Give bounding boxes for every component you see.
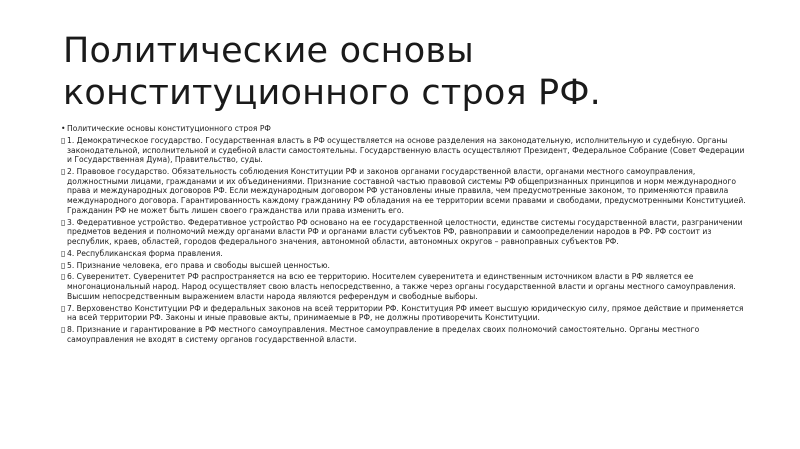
box-bullet-icon: ▯ (61, 272, 66, 282)
list-item-text: 7. Верховенство Конституции РФ и федеральных законов на всей территории РФ. Конституция РФ имеет высшую юридическую силу, прямое действие и применяется на всей территории РФ. Законы и иные правовые акты, принимаемые в РФ, не должны противоречить Конституции. (67, 303, 744, 323)
bullet-icon: • (61, 124, 66, 133)
list-item-text: 8. Признание и гарантирование в РФ местного самоуправления. Местное самоуправление в пределах своих полномочий самостоятельно. Органы местного самоуправления не входят в систему органов государственной власти. (67, 325, 700, 344)
box-bullet-icon: ▯ (61, 217, 66, 227)
list-item (61, 304, 751, 323)
list-item (61, 261, 751, 271)
list-item-text: 1. Демократическое государство. Государственная власть в РФ осуществляется на основе разделения на законодательную, исполнительную и судебную. Органы законодательной, исполнительной и судебной власти самостоятельны. Государственную власть осуществляют Президент, Федеральное Собрание (Совет Федерации и Государственная Дума), Правительство, суды. (67, 135, 745, 165)
box-bullet-icon: ▯ (61, 303, 66, 313)
list-item (61, 218, 751, 247)
list-item (61, 325, 751, 344)
box-bullet-icon: ▯ (61, 260, 66, 270)
list-item-text: 5. Признание человека, его права и свободы высшей ценностью. (67, 260, 330, 270)
list-item-text: 4. Республиканская форма правления. (67, 248, 223, 258)
list-item (61, 167, 751, 216)
list-item-text: 6. Суверенитет. Суверенитет РФ распространяется на всю ее территорию. Носителем суверенитета и единственным источником власти в РФ является ее многонациональный народ. Народ осуществляет свою власть непосредственно, а также через органы государственной власти и органы местного самоуправления. Высшим непосредственным выражением власти народа являются референдум и свободные выборы. (67, 272, 736, 301)
list-item-text: Политические основы конституционного строя РФ (67, 124, 271, 133)
list-item (61, 136, 751, 165)
box-bullet-icon: ▯ (61, 167, 66, 176)
box-bullet-icon: ▯ (61, 248, 66, 258)
slide-title-line-2: конституционного строя РФ. (63, 73, 602, 113)
list-item (61, 249, 751, 259)
box-bullet-icon: ▯ (61, 135, 66, 145)
list-item (61, 272, 751, 301)
list-item (61, 124, 751, 134)
list-item-text: 3. Федеративное устройство. Федеративное устройство РФ основано на ее государственной целостности, единстве системы государственной власти, разграничении предметов ведения и полномочий между органами власти РФ и органами власти субъектов РФ, равноправии и самоопределении народов в РФ. РФ состоит из республик, краев, областей, городов федерального значения, автономной области, автономных округов – равноправных субъектов РФ. (67, 217, 743, 247)
slide-title (63, 30, 743, 114)
list-item-text: 2. Правовое государство. Обязательность соблюдения Конституции РФ и законов органами государственной власти, органами местного самоуправления, должностными лицами, гражданами и их объединениями. Признание составной частью правовой системы РФ общепризнанных принципов и норм международного права и международных договоров РФ. Если международным договором РФ установлены иные правила, чем предусмотренные законом, то применяются правила международного договора. Гарантированность каждому гражданину РФ обладания на ее территории всеми правами и свободами, предусмотренными Конституцией. Гражданин РФ не может быть лишен своего гражданства или права изменить его. (67, 167, 746, 215)
slide-bullet-list (61, 124, 751, 347)
box-bullet-icon: ▯ (61, 325, 66, 335)
slide-title-line-1: Политические основы (63, 31, 474, 71)
